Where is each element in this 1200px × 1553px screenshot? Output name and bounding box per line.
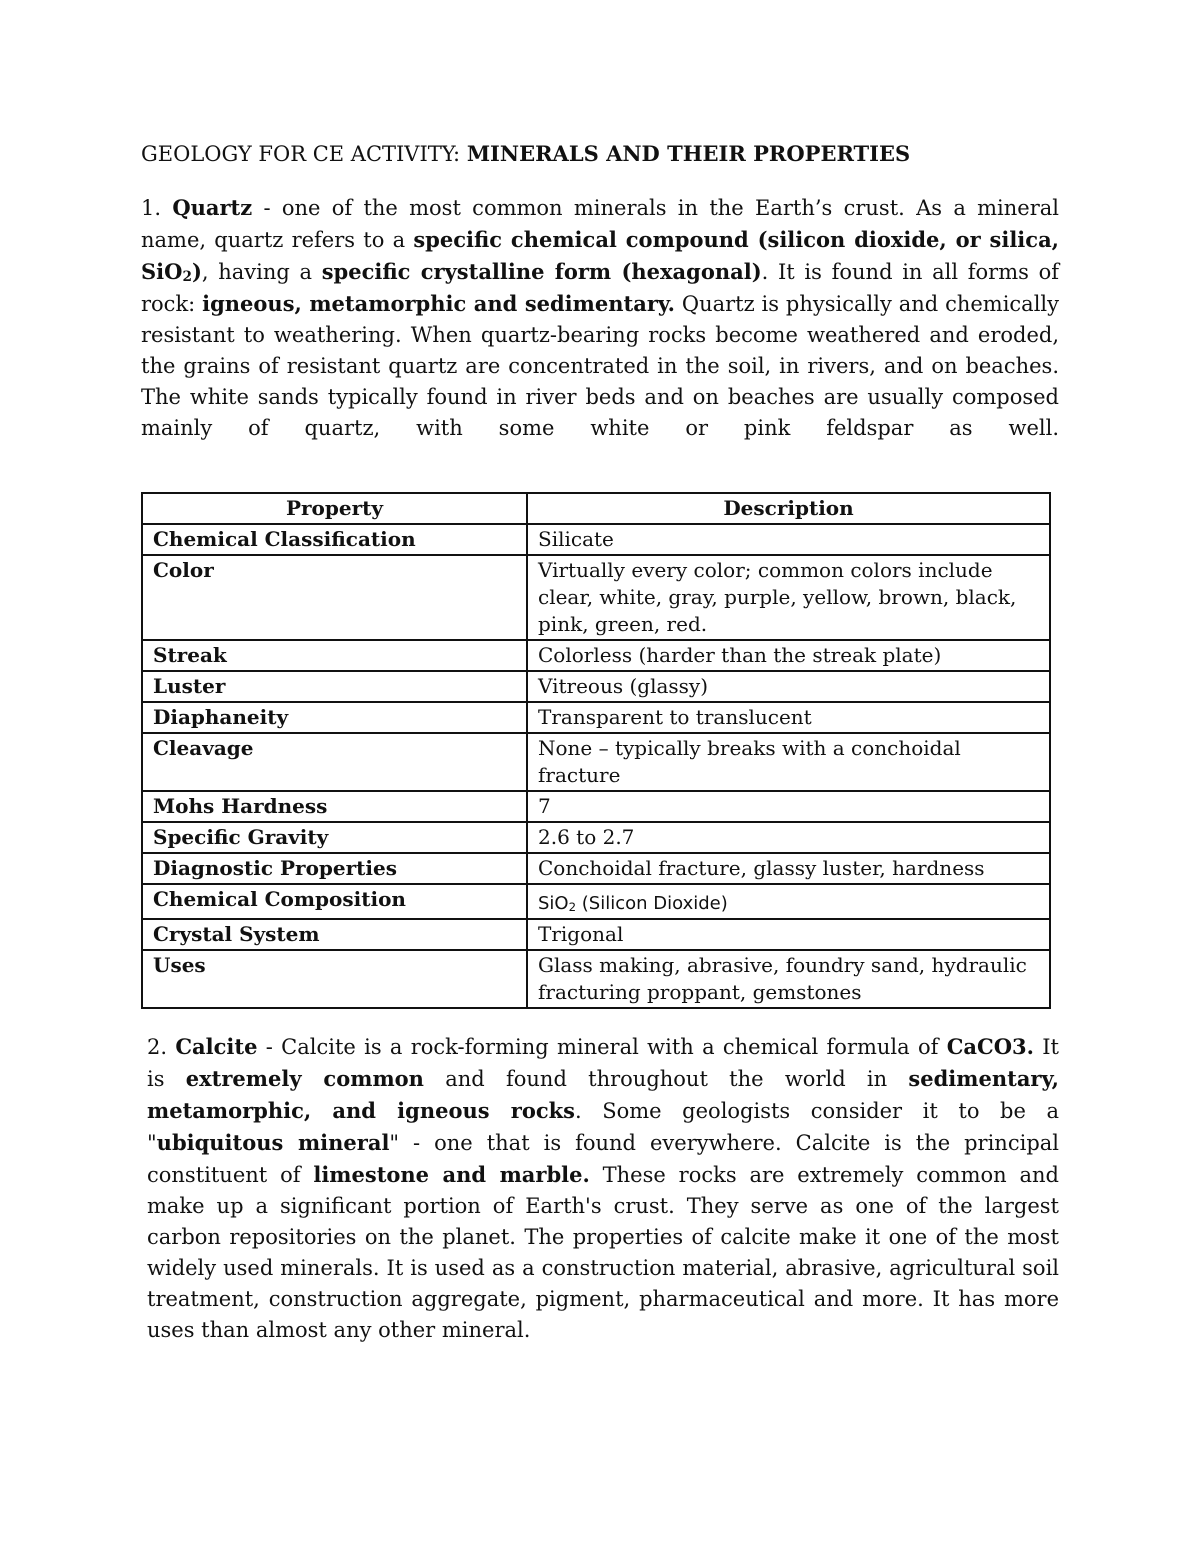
row-description: Glass making, abrasive, foundry sand, hydraulic fracturing proppant, gemstones (527, 950, 1050, 1008)
calcite-text-1: - Calcite is a rock-forming mineral with a chemical formula of (257, 1035, 947, 1059)
row-description: Vitreous (glassy) (527, 671, 1050, 702)
chem-formula: SiO (538, 893, 569, 914)
row-property: Uses (142, 950, 527, 1008)
table-row (142, 671, 1050, 702)
row-property: Chemical Classification (142, 524, 527, 555)
calcite-text-3: and found throughout the world in (423, 1067, 909, 1091)
calcite-name: Calcite (175, 1034, 258, 1059)
header-property: Property (142, 493, 527, 524)
table-row (142, 702, 1050, 733)
chem-subscript: 2 (568, 899, 577, 914)
row-description: None – typically breaks with a conchoidal fracture (527, 733, 1050, 791)
calcite-text-2: It is (147, 1035, 1059, 1091)
row-property: Crystal System (142, 919, 527, 950)
document-page (141, 138, 1059, 1346)
calcite-paragraph (141, 1031, 1059, 1346)
table-row (142, 919, 1050, 950)
row-description: 7 (527, 791, 1050, 822)
table-row (142, 950, 1050, 1008)
quartz-bold-2: specific crystalline form (hexagonal) (321, 259, 762, 284)
row-property: Luster (142, 671, 527, 702)
calcite-bold-5: limestone and marble. (313, 1162, 590, 1187)
table-row (142, 640, 1050, 671)
table-header-row (142, 493, 1050, 524)
row-property: Color (142, 555, 527, 640)
quartz-number: 1. (141, 196, 173, 220)
row-property: Mohs Hardness (142, 791, 527, 822)
chem-name: (Silicon Dioxide) (576, 893, 728, 914)
quartz-properties-table (141, 492, 1051, 1009)
document-title (141, 138, 1059, 170)
table-row (142, 884, 1050, 919)
title-bold: MINERALS AND THEIR PROPERTIES (466, 141, 911, 166)
row-description (527, 884, 1050, 919)
table-row (142, 524, 1050, 555)
row-property: Streak (142, 640, 527, 671)
quartz-text-1: - one of the most common minerals in the Earth’s crust. As a mineral name, quartz refers to a (141, 196, 1059, 252)
row-property: Specific Gravity (142, 822, 527, 853)
table-row (142, 791, 1050, 822)
quartz-subscript: 2 (182, 269, 192, 286)
table-row (142, 733, 1050, 791)
calcite-bold-3: sedimentary, metamorphic, and igneous rocks (147, 1066, 1059, 1123)
quartz-text-4: Quartz is physically and chemically resistant to weathering. When quartz-bearing rocks become weathered and eroded, the grains of resistant quartz are concentrated in the soil, in rivers, and on beaches. The white sands typically found in river beds and on beaches are usually composed mainly of quartz, with some white or pink feldspar as well. (141, 292, 1059, 440)
calcite-number: 2. (147, 1035, 176, 1059)
row-description: Transparent to translucent (527, 702, 1050, 733)
calcite-text-6: These rocks are extremely common and make up a significant portion of Earth's crust. They serve as one of the largest carbon repositories on the planet. The properties of calcite make it one of the most widely used minerals. It is used as a construction material, abrasive, agricultural soil treatment, construction aggregate, pigment, pharmaceutical and more. It has more uses than almost any other mineral. (147, 1163, 1059, 1342)
quartz-name: Quartz (172, 195, 253, 220)
quartz-bold-1-text: specific chemical compound (silicon dioxide, or silica, SiO (141, 227, 1059, 284)
calcite-text-4: . Some geologists consider it to be a " (147, 1099, 1059, 1155)
quartz-paragraph (141, 192, 1059, 444)
row-description: Virtually every color; common colors include clear, white, gray, purple, yellow, brown, black, pink, green, red. (527, 555, 1050, 640)
quartz-text-3: . It is found in all forms of rock: (141, 260, 1060, 316)
row-description: Trigonal (527, 919, 1050, 950)
quartz-text-2: , having a (201, 260, 322, 284)
row-description: Silicate (527, 524, 1050, 555)
row-description: Colorless (harder than the streak plate) (527, 640, 1050, 671)
row-description: 2.6 to 2.7 (527, 822, 1050, 853)
calcite-bold-4: ubiquitous mineral (156, 1130, 390, 1155)
calcite-bold-2: extremely common (185, 1066, 424, 1091)
table-row (142, 853, 1050, 884)
table-row (142, 822, 1050, 853)
row-property: Chemical Composition (142, 884, 527, 919)
row-property: Diaphaneity (142, 702, 527, 733)
row-property: Diagnostic Properties (142, 853, 527, 884)
quartz-bold-1-end: ) (191, 259, 202, 284)
quartz-bold-3: igneous, metamorphic and sedimentary. (202, 291, 675, 316)
row-property: Cleavage (142, 733, 527, 791)
title-prefix: GEOLOGY FOR CE ACTIVITY: (141, 142, 467, 166)
calcite-bold-1: CaCO3. (946, 1034, 1034, 1059)
calcite-text-5: " - one that is found everywhere. Calcite is the principal constituent of (147, 1131, 1059, 1187)
header-description: Description (527, 493, 1050, 524)
table-row (142, 555, 1050, 640)
row-description: Conchoidal fracture, glassy luster, hardness (527, 853, 1050, 884)
